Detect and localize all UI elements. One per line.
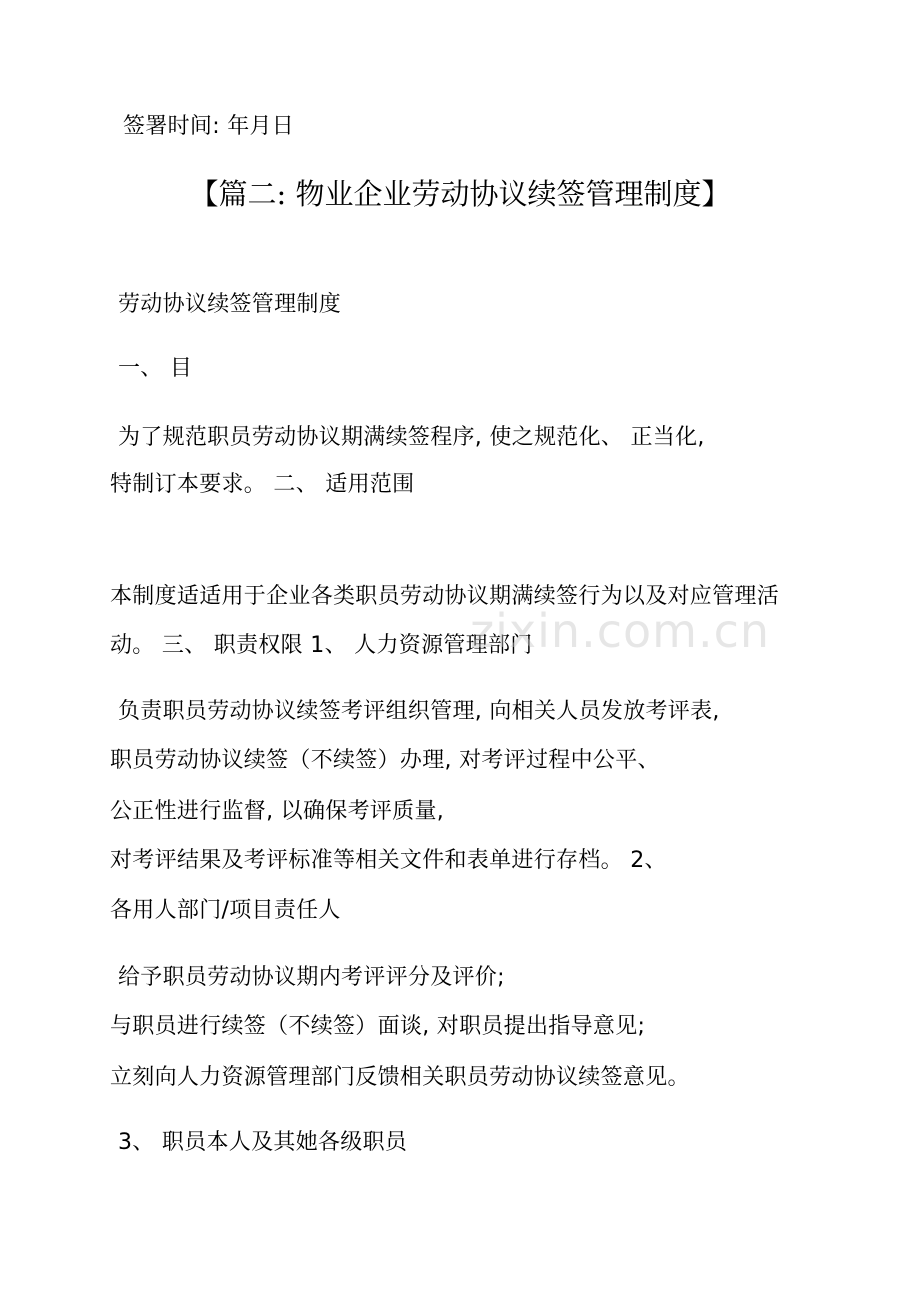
paragraph-line: 负责职员劳动协议续签考评组织管理, 向相关人员发放考评表, [118, 699, 720, 724]
paragraph-line: 职员劳动协议续签（不续签）办理, 对考评过程中公平、 [110, 748, 660, 773]
paragraph-line: 与职员进行续签（不续签）面谈, 对职员提出指导意见; [110, 1014, 646, 1039]
paragraph-line: 各用人部门/项目责任人 [110, 898, 341, 923]
paragraph-line: 特制订本要求。 二、 适用范围 [110, 472, 415, 497]
paragraph-line: 公正性进行监督, 以确保考评质量, [110, 799, 445, 824]
document-title: 【篇二: 物业企业劳动协议续签管理制度】 [189, 177, 731, 211]
paragraph-line: 3、 职员本人及其她各级职员 [118, 1130, 408, 1155]
paragraph-line: 对考评结果及考评标准等相关文件和表单进行存档。 2、 [110, 848, 667, 873]
paragraph-line: 立刻向人力资源管理部门反馈相关职员劳动协议续签意见。 [110, 1065, 690, 1090]
paragraph-line: 动。 三、 职责权限 1、 人力资源管理部门 [110, 633, 533, 658]
watermark: zixin.com.cn [470, 604, 771, 658]
section-heading: 劳动协议续签管理制度 [118, 292, 342, 317]
sign-time: 签署时间: 年月日 [123, 114, 295, 139]
paragraph-line: 给予职员劳动协议期内考评评分及评价; [118, 965, 505, 990]
paragraph-line: 为了规范职员劳动协议期满续签程序, 使之规范化、 正当化, [118, 425, 705, 450]
paragraph-line: 一、 目 [118, 356, 193, 381]
paragraph-line: 本制度适适用于企业各类职员劳动协议期满续签行为以及对应管理活 [110, 584, 780, 609]
